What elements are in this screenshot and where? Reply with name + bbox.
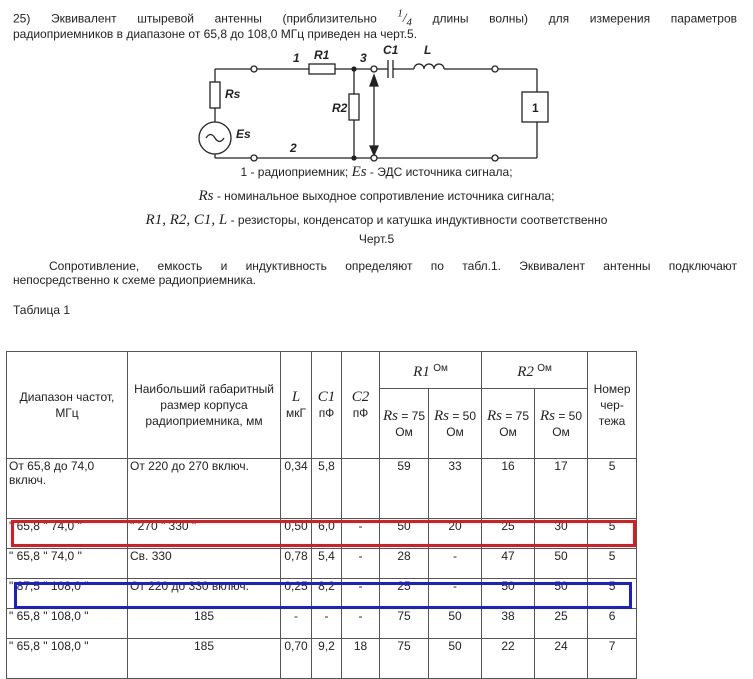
header-c2: C2 пФ <box>342 352 380 459</box>
cell-r1-50: 20 <box>429 519 482 549</box>
cell-frequency: " 65,8 " 108,0 " <box>7 609 128 639</box>
cell-l: 0,50 <box>281 519 312 549</box>
header-l: L мкГ <box>281 352 312 459</box>
rs-resistor <box>210 82 220 108</box>
legend-line-2: Rs - номинальное выходное сопротивление источника сигнала; <box>198 188 555 204</box>
cell-c2 <box>342 459 380 519</box>
cell-c1: 5,8 <box>312 459 342 519</box>
cell-frequency: От 65,8 до 74,0 включ. <box>7 459 128 519</box>
table-caption: Таблица 1 <box>13 303 71 317</box>
intro-text-end: длины волны) для измерения параметров <box>432 11 737 26</box>
cell-c2: 18 <box>342 639 380 679</box>
table-row <box>7 549 637 579</box>
cell-c2: - <box>342 609 380 639</box>
cell-r1-50: 50 <box>429 639 482 679</box>
cell-l: 0,70 <box>281 639 312 679</box>
cell-drawing: 5 <box>588 459 637 519</box>
cell-r2-50: 25 <box>535 609 588 639</box>
legend-line-3: R1, R2, C1, L - резисторы, конденсатор и катушка индуктивности соответственно <box>145 212 608 228</box>
intro-line-2: радиоприемников в диапазоне от 65,8 до 108,0 МГц приведен на черт.5. <box>13 27 418 41</box>
cell-l: - <box>281 609 312 639</box>
cell-r2-50: 17 <box>535 459 588 519</box>
box-label: 1 <box>532 101 539 115</box>
cell-r2-75: 22 <box>482 639 535 679</box>
header-size: Наибольший габаритный размер корпуса радиоприемника, мм <box>128 352 281 459</box>
r1-label: R1 <box>314 48 330 62</box>
node-1-label: 1 <box>293 51 300 65</box>
cell-r1-50: 33 <box>429 459 482 519</box>
header-frequency: Диапазон частот, МГц <box>7 352 128 459</box>
cell-frequency: " 65,8 " 108,0 " <box>7 639 128 679</box>
cell-c1: 6,0 <box>312 519 342 549</box>
cell-r1-50: - <box>429 549 482 579</box>
cell-drawing: 5 <box>588 549 637 579</box>
table-row <box>7 459 637 519</box>
red-highlight-box <box>11 520 636 547</box>
header-drawing-number: Номер чер-тежа <box>588 352 637 459</box>
cell-r1-75: 50 <box>380 519 429 549</box>
intro-text-start: 25) Эквивалент штыревой антенны (приблизительно <box>13 11 377 26</box>
cell-c2: - <box>342 519 380 549</box>
cell-c1: 9,2 <box>312 639 342 679</box>
l-inductor <box>414 64 444 69</box>
parameters-table <box>6 351 637 679</box>
header-r1-rs75: Rs = 75 Ом <box>380 389 429 459</box>
header-c1: C1 пФ <box>312 352 342 459</box>
cell-r1-75: 25 <box>380 579 429 609</box>
cell-r2-75: 25 <box>482 519 535 549</box>
body-paragraph: Сопротивление, емкость и индуктивность определяют по табл.1. Эквивалент антенны подключают непосредственно к схеме радиоприемника. <box>13 259 737 287</box>
cell-r2-75: 47 <box>482 549 535 579</box>
cell-r2-50: 30 <box>535 519 588 549</box>
cell-r1-75: 59 <box>380 459 429 519</box>
cell-r2-50: 24 <box>535 639 588 679</box>
cell-c1: 5,4 <box>312 549 342 579</box>
cell-c2: - <box>342 549 380 579</box>
cell-c1: - <box>312 609 342 639</box>
cell-r2-50: 50 <box>535 579 588 609</box>
cell-drawing: 6 <box>588 609 637 639</box>
cell-drawing: 7 <box>588 639 637 679</box>
node-3-label: 3 <box>360 51 367 65</box>
cell-r2-50: 50 <box>535 549 588 579</box>
header-r1: R1 $^{Ом}$ <box>380 352 482 389</box>
cell-r1-75: 75 <box>380 609 429 639</box>
cell-frequency: " 65,8 " 74,0 " <box>7 519 128 549</box>
legend-line-1: 1 - радиоприемник; Es - ЭДС источника сигнала; <box>240 164 513 180</box>
circuit-diagram <box>192 42 552 164</box>
rs-label: Rs <box>225 87 241 101</box>
header-r2-rs75: Rs = 75 Ом <box>482 389 535 459</box>
cell-size: От 220 до 330 включ. <box>128 579 281 609</box>
cell-drawing: 5 <box>588 519 637 549</box>
header-r2-rs50: Rs = 50 Ом <box>535 389 588 459</box>
r2-label: R2 <box>332 101 348 115</box>
cell-l: 0,25 <box>281 579 312 609</box>
cell-r2-75: 50 <box>482 579 535 609</box>
header-r2: R2 $^{Ом}$ <box>482 352 588 389</box>
cell-size: " 270 " 330 " <box>128 519 281 549</box>
cell-r1-75: 75 <box>380 639 429 679</box>
node-2-label: 2 <box>290 141 297 155</box>
cell-l: 0,34 <box>281 459 312 519</box>
cell-frequency: " 87,5 " 108,0 " <box>7 579 128 609</box>
cell-r1-50: 50 <box>429 609 482 639</box>
cell-size: Св. 330 <box>128 549 281 579</box>
r1-resistor <box>309 64 335 74</box>
cell-drawing: 5 <box>588 579 637 609</box>
table-row <box>7 639 637 679</box>
cell-l: 0,78 <box>281 549 312 579</box>
r2-resistor <box>349 94 359 120</box>
cell-r1-75: 28 <box>380 549 429 579</box>
header-r1-rs50: Rs = 50 Ом <box>429 389 482 459</box>
cell-r2-75: 16 <box>482 459 535 519</box>
cell-size: 185 <box>128 639 281 679</box>
cell-c1: 8,2 <box>312 579 342 609</box>
table-row <box>7 609 637 639</box>
blue-highlight-box <box>14 582 632 609</box>
cell-size: От 220 до 270 включ. <box>128 459 281 519</box>
cell-frequency: " 65,8 " 74,0 " <box>7 549 128 579</box>
cell-c2: - <box>342 579 380 609</box>
l-label: L <box>424 43 432 57</box>
cell-r1-50: - <box>429 579 482 609</box>
figure-caption: Черт.5 <box>358 232 395 246</box>
quarter-fraction: $^1/_4$ <box>397 8 412 29</box>
c1-label: C1 <box>383 43 399 57</box>
cell-size: 185 <box>128 609 281 639</box>
cell-r2-75: 38 <box>482 609 535 639</box>
es-label: Es <box>236 127 251 141</box>
